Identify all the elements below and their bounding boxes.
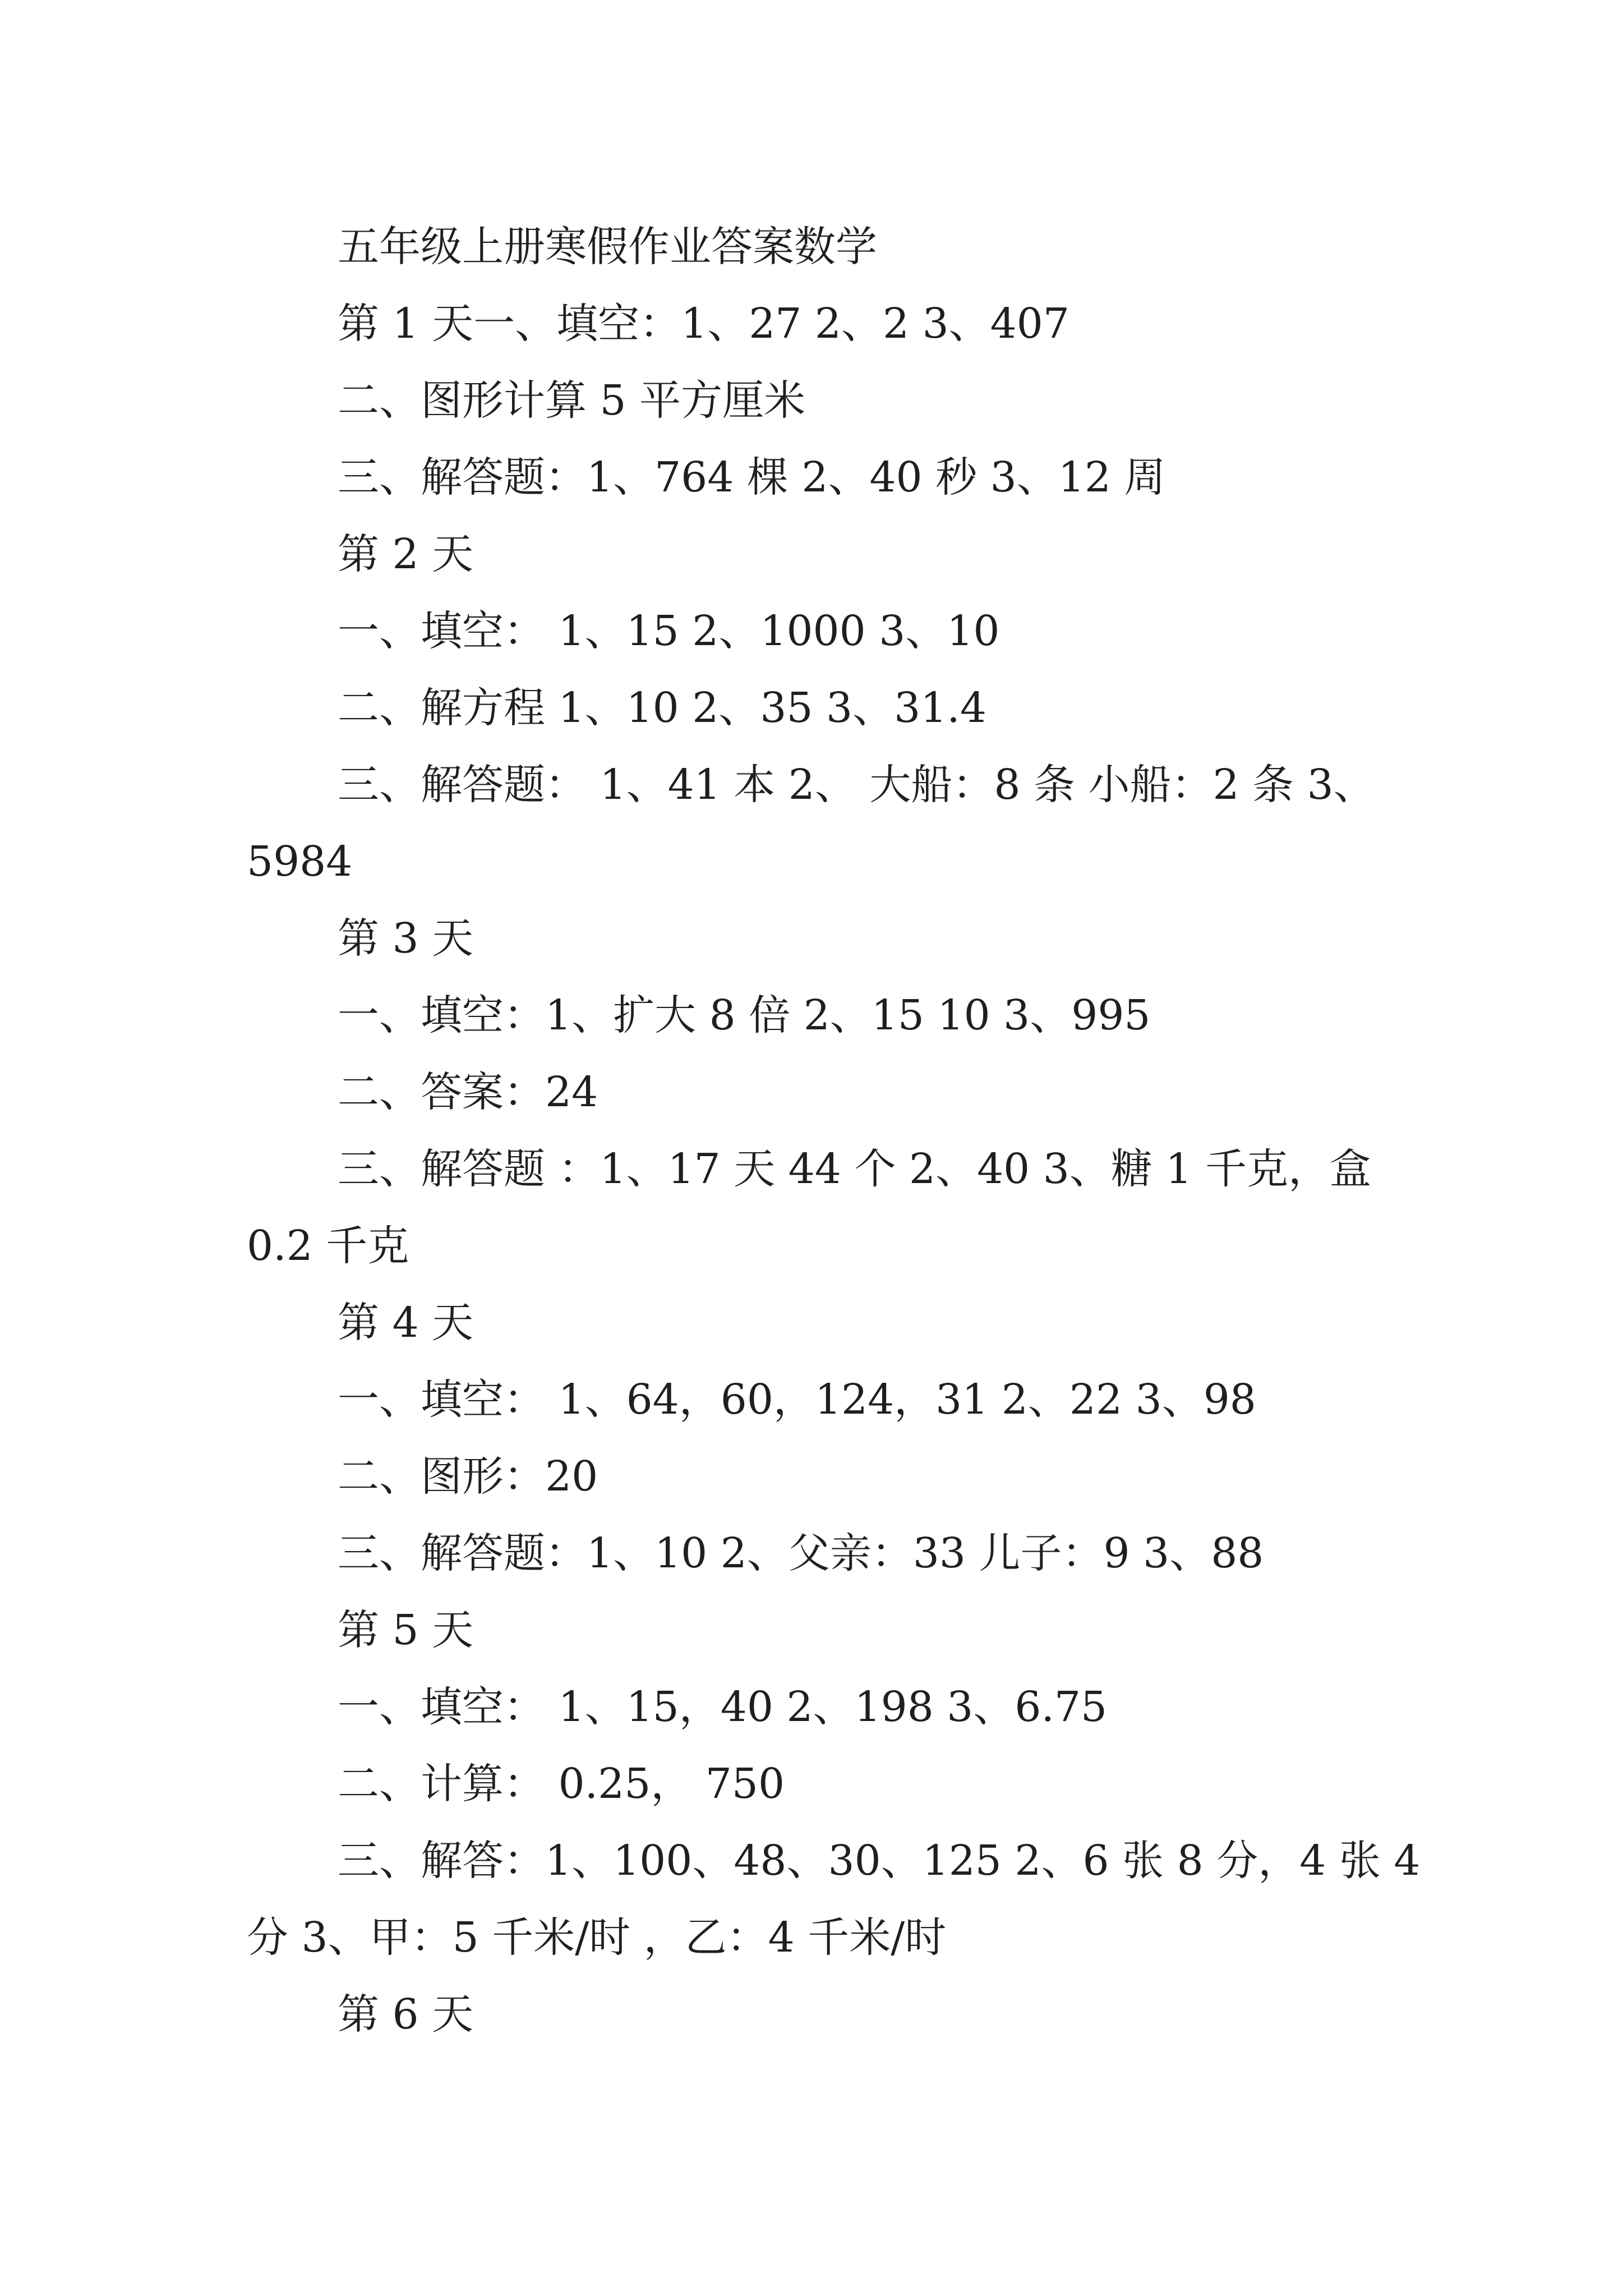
text-line: 二、图形：20	[338, 1452, 598, 1501]
text-line: 一、填空： 1、15 2、1000 3、10	[338, 607, 1000, 655]
text-line: 二、答案：24	[338, 1068, 598, 1116]
day-2-heading: 第 2 天	[338, 530, 474, 578]
text-line-continuation: 分 3、甲：5 千米/时 ，乙：4 千米/时	[247, 1913, 947, 1962]
text-line: 三、解答题：1、764 棵 2、40 秒 3、12 周	[338, 453, 1166, 501]
text-line: 二、图形计算 5 平方厘米	[338, 376, 806, 425]
day-6-heading: 第 6 天	[338, 1990, 474, 2039]
document-title: 五年级上册寒假作业答案数学	[338, 223, 877, 271]
text-line: 三、解答：1、100、48、30、125 2、6 张 8 分，4 张 4	[338, 1837, 1421, 1885]
text-line: 一、填空： 1、15，40 2、198 3、6.75	[338, 1683, 1108, 1731]
day-5-heading: 第 5 天	[338, 1606, 474, 1654]
text-line: 二、计算： 0.25， 750	[338, 1760, 785, 1808]
day-1-heading-line: 第 1 天一、填空：1、27 2、2 3、407	[338, 300, 1069, 348]
text-line-continuation: 5984	[247, 838, 353, 886]
text-line: 三、解答题： 1、41 本 2、 大船：8 条 小船：2 条 3、	[338, 761, 1375, 809]
day-3-heading: 第 3 天	[338, 914, 474, 963]
text-line: 三、解答题：1、10 2、父亲：33 儿子：9 3、88	[338, 1529, 1264, 1577]
text-line-continuation: 0.2 千克	[247, 1222, 409, 1270]
text-line: 二、解方程 1、10 2、35 3、31.4	[338, 684, 986, 732]
day-4-heading: 第 4 天	[338, 1299, 474, 1347]
text-line: 一、填空： 1、64，60，124，31 2、22 3、98	[338, 1375, 1256, 1424]
document-body	[247, 209, 1421, 2053]
text-line: 一、填空：1、扩大 8 倍 2、15 10 3、995	[338, 991, 1151, 1039]
text-line: 三、解答题 ：1、17 天 44 个 2、40 3、糖 1 千克，盒	[338, 1145, 1371, 1193]
